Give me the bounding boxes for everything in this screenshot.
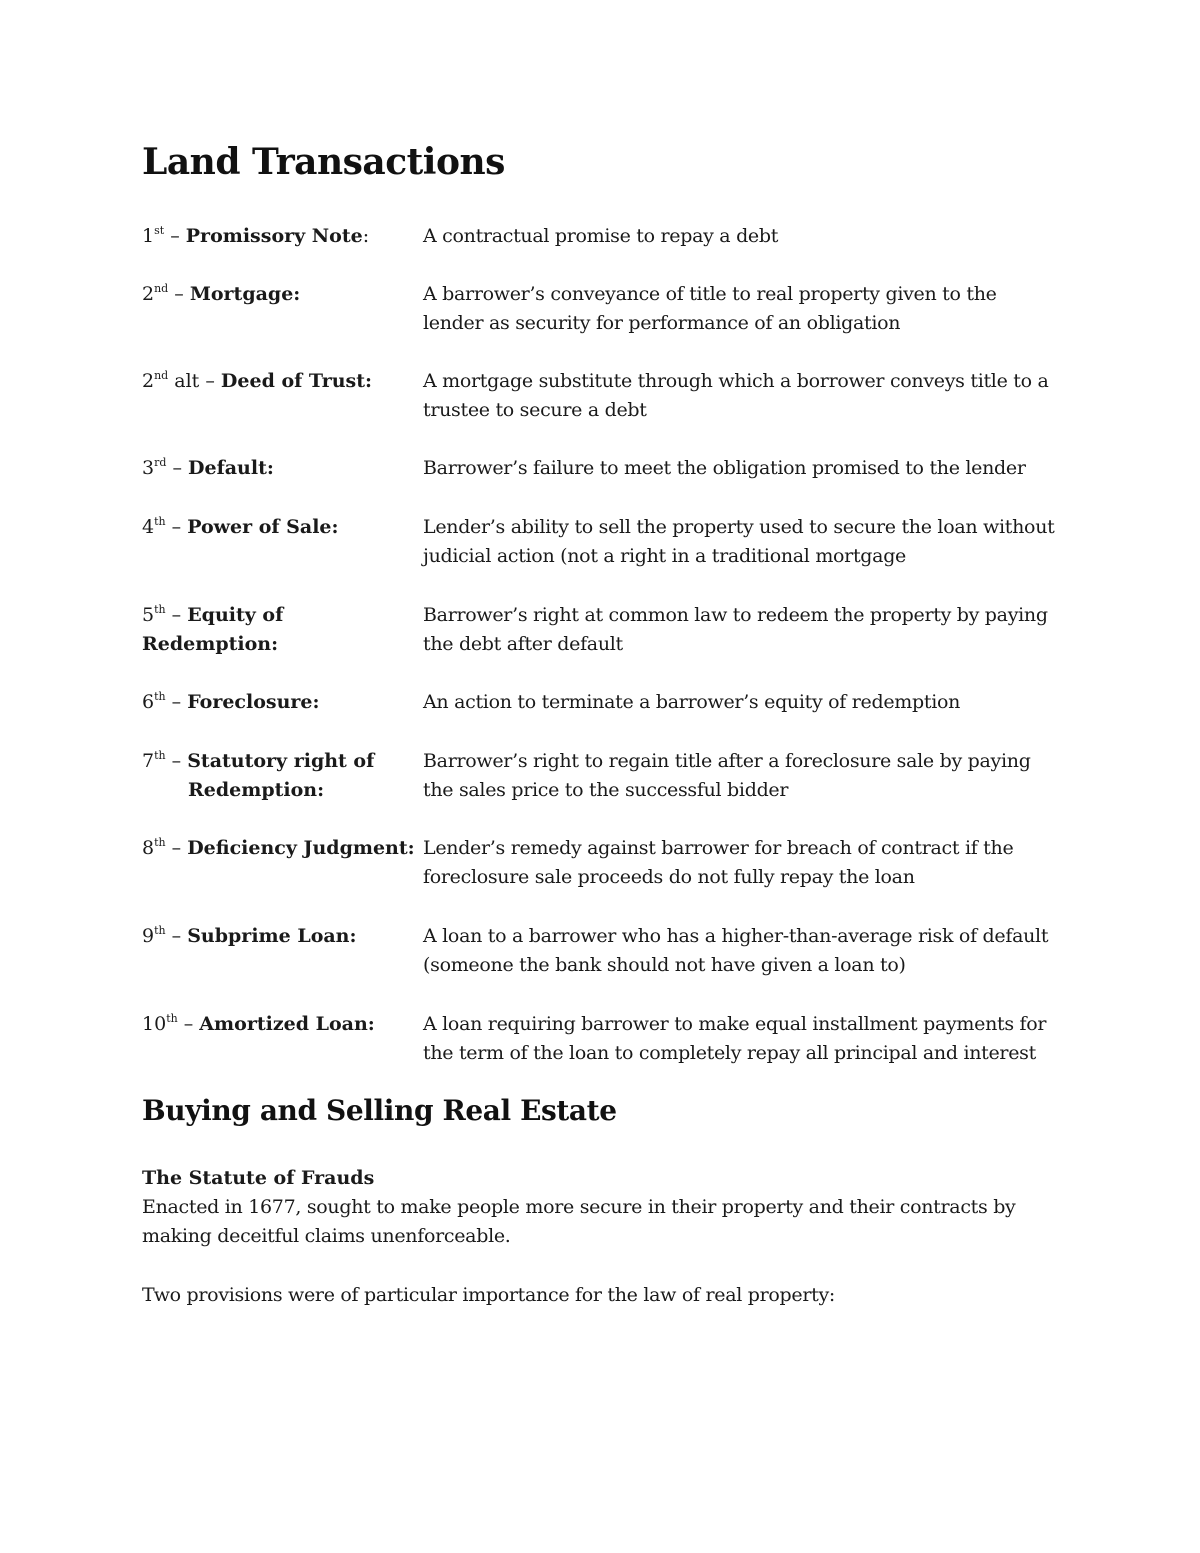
definition-line: lender as security for performance of an obligation	[423, 312, 901, 334]
term-ordinal: 1	[142, 225, 155, 247]
definition-line: A contractual promise to repay a debt	[423, 225, 779, 247]
term-name: Foreclosure:	[187, 691, 320, 713]
term-name-continued: Redemption:	[188, 779, 325, 801]
term-ordinal-suffix: nd	[154, 282, 169, 295]
definition-line: the debt after default	[423, 633, 623, 655]
definition-line: Lender’s remedy against barrower for breach of contract if the	[423, 837, 1014, 859]
term-definition	[423, 280, 1063, 338]
term-label	[142, 922, 422, 951]
term-name: Subprime Loan:	[187, 925, 357, 947]
definition-line: A mortgage substitute through which a borrower conveys title to a	[423, 370, 1049, 392]
term-label	[142, 688, 422, 717]
term-name: Equity of Redemption:	[142, 604, 284, 655]
term-definition	[423, 454, 1063, 483]
term-name: Deficiency Judgment:	[187, 837, 415, 859]
definition-line: Barrower’s right at common law to redeem the property by paying	[423, 604, 1048, 626]
paragraph-line: Enacted in 1677, sought to make people more secure in their property and their contracts by	[142, 1196, 1016, 1218]
term-definition	[423, 601, 1063, 659]
definition-line: Lender’s ability to sell the property used to secure the loan without	[423, 516, 1055, 538]
term-label	[142, 1010, 422, 1039]
term-ordinal-suffix: th	[154, 836, 166, 849]
term-ordinal: 9	[142, 925, 155, 947]
page-title: Land Transactions	[142, 141, 505, 183]
term-definition	[423, 834, 1063, 892]
term-definition	[423, 688, 1063, 717]
term-ordinal: 10	[142, 1013, 167, 1035]
definition-line: judicial action (not a right in a traditional mortgage	[423, 545, 906, 567]
term-dash: –	[164, 225, 186, 247]
subsection-title: The Statute of Frauds	[142, 1167, 375, 1189]
term-ordinal: 8	[142, 837, 155, 859]
term-definition	[423, 747, 1063, 805]
term-dash: –	[165, 837, 188, 859]
term-label	[142, 222, 422, 251]
term-dash: –	[166, 457, 188, 479]
term-dash: –	[165, 516, 188, 538]
term-ordinal-suffix: th	[154, 690, 166, 703]
term-name: Default:	[188, 457, 274, 479]
term-label	[142, 747, 422, 805]
term-ordinal: 3	[142, 457, 155, 479]
term-label	[142, 601, 422, 659]
term-definition	[423, 513, 1063, 571]
paragraph-line: making deceitful claims unenforceable.	[142, 1225, 511, 1247]
term-ordinal: 2	[142, 370, 155, 392]
term-ordinal-suffix: rd	[154, 456, 167, 469]
term-dash: –	[199, 370, 221, 392]
term-name: Promissory Note	[185, 225, 363, 247]
definition-line: (someone the bank should not have given a loan to)	[423, 954, 906, 976]
term-dash: –	[168, 283, 190, 305]
term-ordinal: 5	[142, 604, 155, 626]
definition-line: A loan requiring barrower to make equal installment payments for	[423, 1013, 1047, 1035]
term-ordinal: 4	[142, 516, 155, 538]
term-dash: –	[165, 750, 188, 772]
definition-line: trustee to secure a debt	[423, 399, 647, 421]
term-definition	[423, 1010, 1063, 1068]
term-definition	[423, 367, 1063, 425]
term-ordinal: 6	[142, 691, 155, 713]
term-label	[142, 834, 422, 863]
term-alt-marker: alt	[168, 370, 200, 392]
term-name: Statutory right of	[187, 750, 375, 772]
term-ordinal-suffix: th	[166, 1012, 178, 1025]
term-ordinal: 2	[142, 283, 155, 305]
term-label	[142, 513, 422, 542]
definition-line: Barrower’s right to regain title after a foreclosure sale by paying	[423, 750, 1031, 772]
term-ordinal-suffix: th	[154, 515, 166, 528]
definition-line: foreclosure sale proceeds do not fully repay the loan	[423, 866, 915, 888]
term-dash: –	[165, 925, 188, 947]
definition-line: Barrower’s failure to meet the obligation promised to the lender	[423, 457, 1026, 479]
statute-paragraph	[142, 1193, 1042, 1251]
definition-line: An action to terminate a barrower’s equity of redemption	[423, 691, 961, 713]
term-ordinal-suffix: th	[154, 749, 166, 762]
definition-line: the term of the loan to completely repay all principal and interest	[423, 1042, 1036, 1064]
definition-line: A barrower’s conveyance of title to real property given to the	[423, 283, 997, 305]
term-label	[142, 367, 422, 396]
term-name: Deed of Trust:	[220, 370, 373, 392]
term-name: Amortized Loan:	[199, 1013, 375, 1035]
provisions-paragraph: Two provisions were of particular importance for the law of real property:	[142, 1284, 835, 1306]
term-label	[142, 454, 422, 483]
definition-line: the sales price to the successful bidder	[423, 779, 789, 801]
term-ordinal-suffix: th	[154, 603, 166, 616]
term-colon: :	[362, 225, 370, 247]
definition-line: A loan to a barrower who has a higher-than-average risk of default	[423, 925, 1049, 947]
term-dash: –	[165, 691, 188, 713]
term-name: Mortgage:	[189, 283, 301, 305]
term-definition	[423, 222, 1063, 251]
term-ordinal-suffix: th	[154, 924, 166, 937]
term-ordinal: 7	[142, 750, 155, 772]
term-ordinal-suffix: st	[154, 224, 165, 237]
term-name: Power of Sale:	[187, 516, 339, 538]
term-dash: –	[177, 1013, 200, 1035]
section-title: Buying and Selling Real Estate	[142, 1094, 617, 1127]
term-ordinal-suffix: nd	[154, 369, 169, 382]
term-label	[142, 280, 422, 309]
term-definition	[423, 922, 1063, 980]
term-dash: –	[165, 604, 188, 626]
